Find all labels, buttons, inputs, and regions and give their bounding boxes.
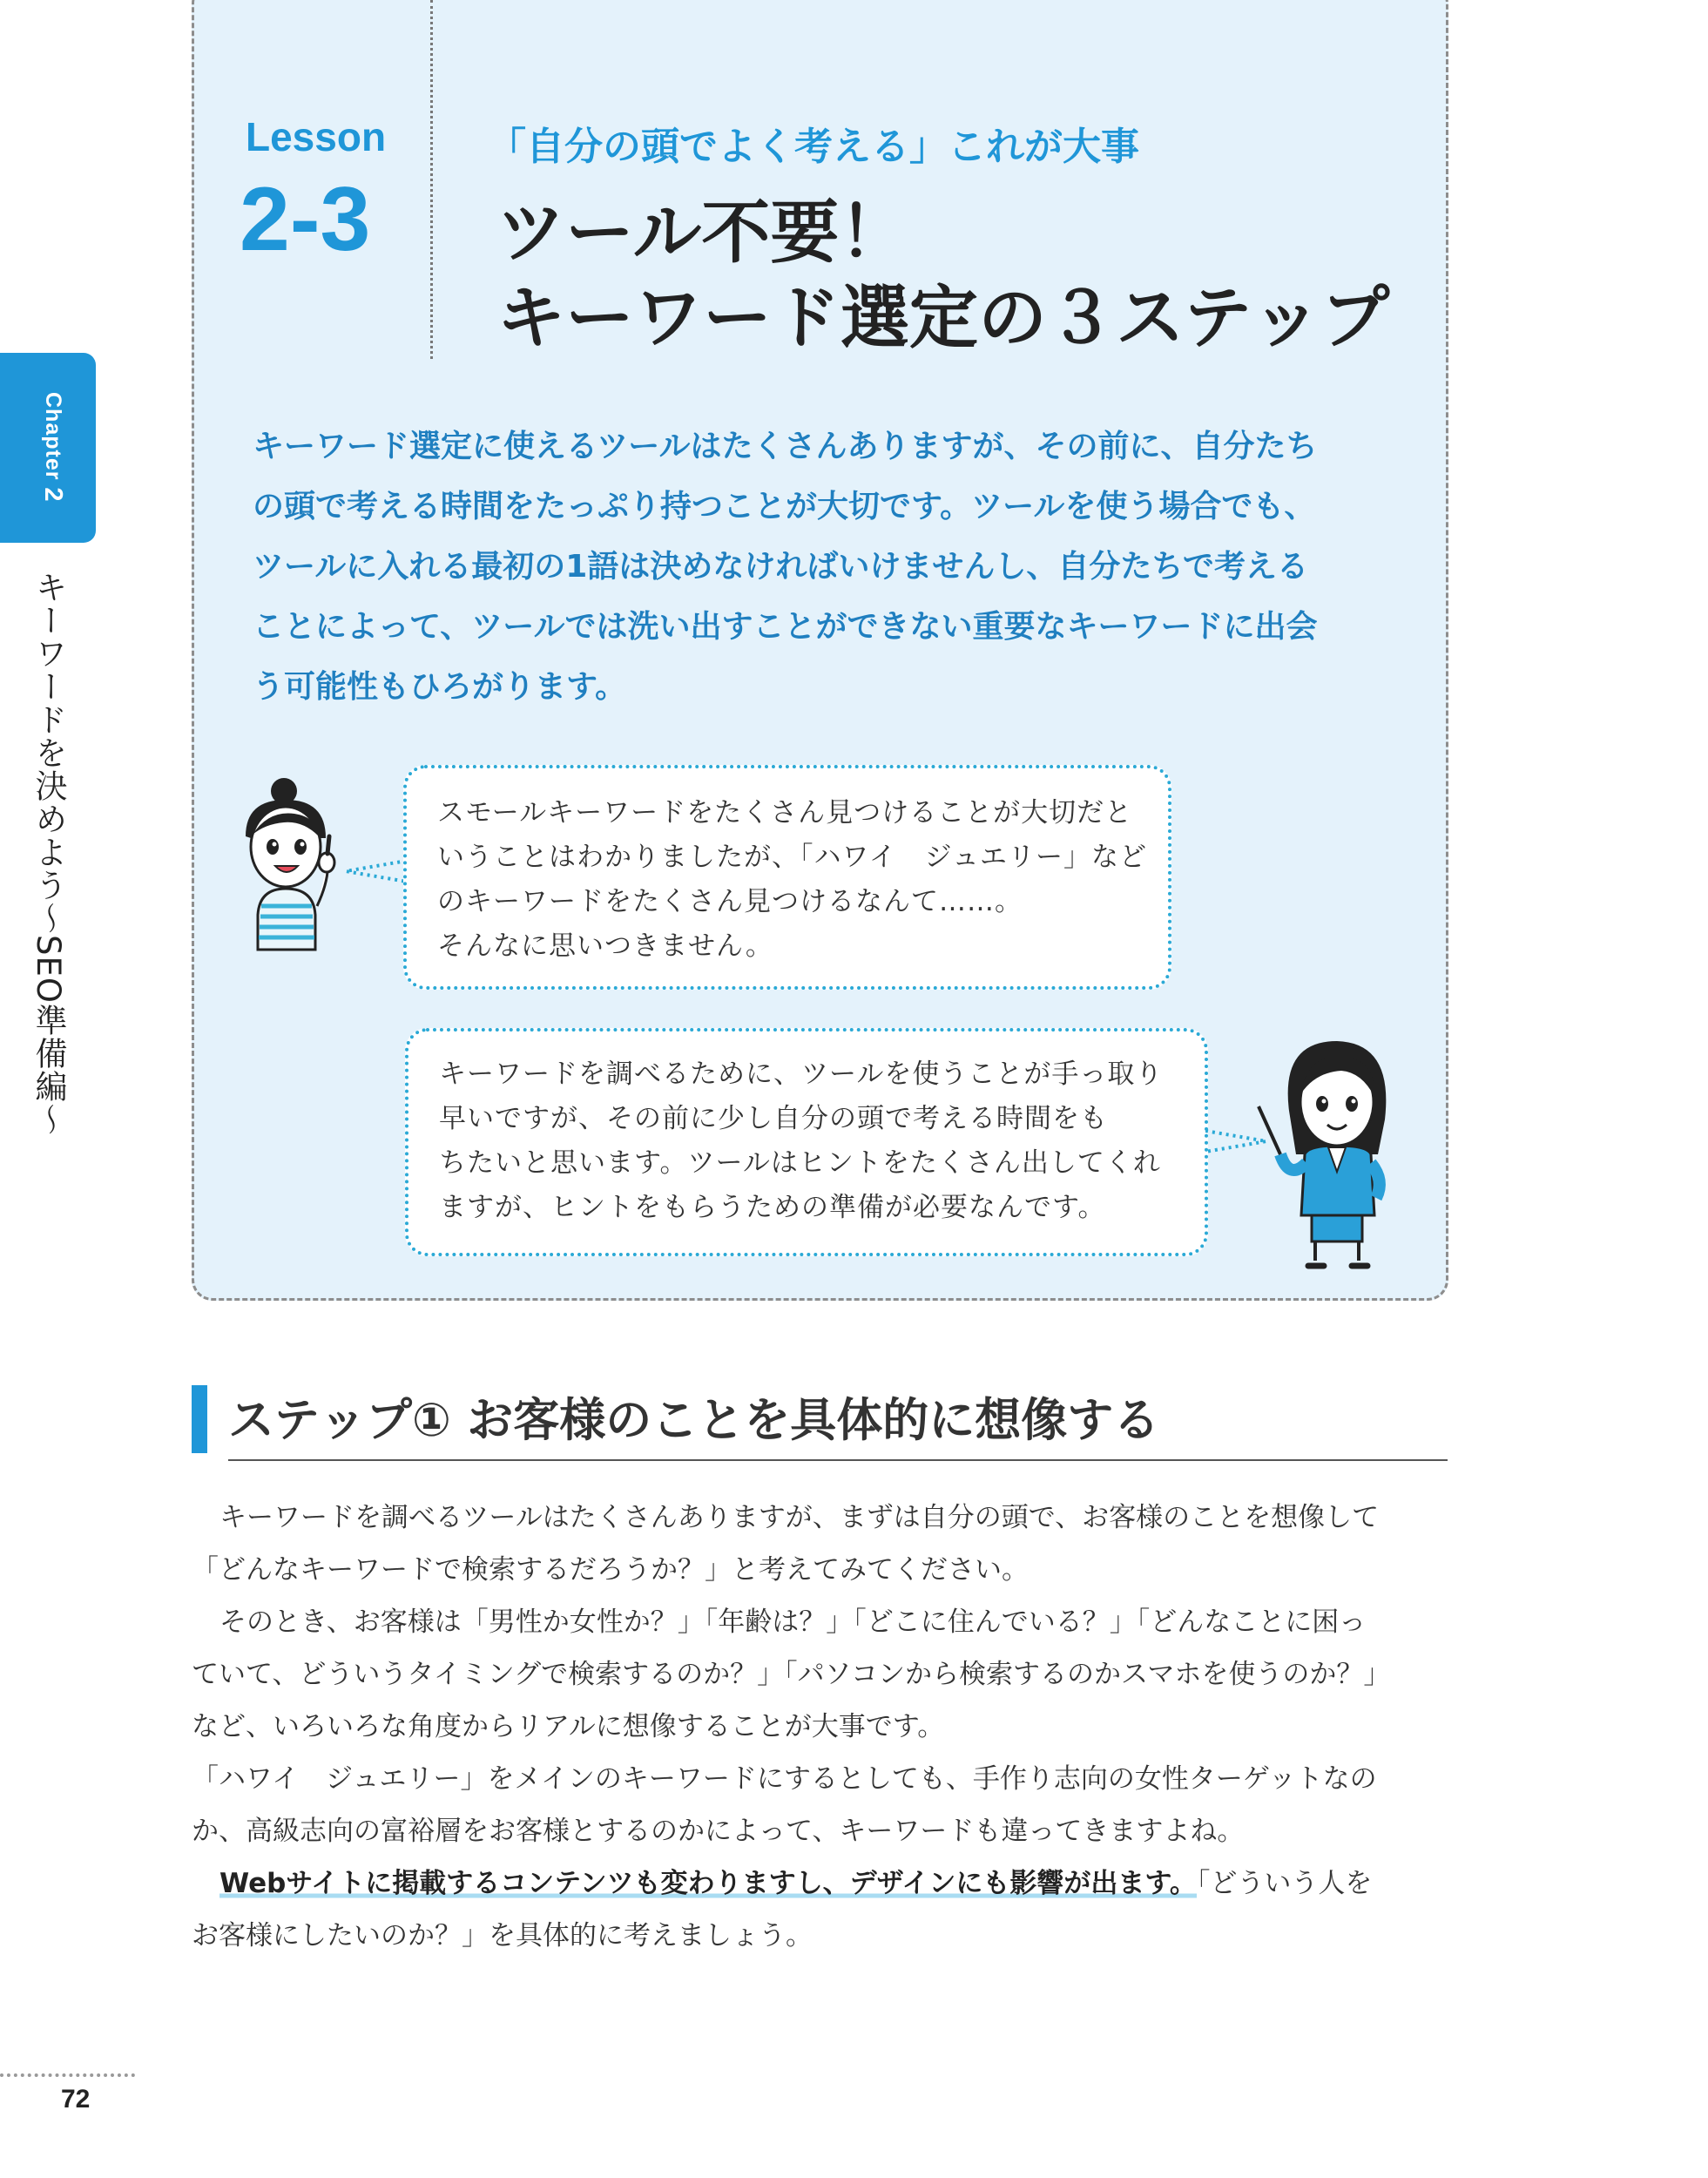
step-heading: ステップ① お客様のことを具体的に想像する (228, 1394, 1160, 1447)
body-line: そのとき、お客様は「男性か女性か？」「年齢は？」「どこに住んでいる？」「どんなことに困っ (219, 1606, 1367, 1638)
lesson-subtitle: 「自分の頭でよく考える」これが大事 (488, 125, 1139, 169)
body-line: か、高級志向の富裕層をお客様とするのかによって、キーワードも違ってきますよね。 (192, 1816, 1245, 1847)
lesson-divider (430, 0, 433, 359)
bubble-line: 早いですが、その前に少し自分の頭で考える時間をも (439, 1103, 1108, 1134)
body-line-rest: 「どういう人を (1196, 1868, 1373, 1899)
woman-casual-illustration (233, 775, 347, 967)
body-line: など、いろいろな角度からリアルに想像することが大事です。 (192, 1711, 945, 1742)
lesson-number: 2-3 (240, 169, 371, 270)
lesson-label: Lesson (246, 114, 387, 159)
page-number-dots (0, 2073, 135, 2077)
intro-line: ことによって、ツールでは洗い出すことができない重要なキーワードに出会 (253, 609, 1318, 645)
intro-line: の頭で考える時間をたっぷり持つことが大切です。ツールを使う場合でも、 (253, 489, 1316, 524)
lesson-title-line-2: キーワード選定の３ステップ (496, 278, 1390, 358)
bubble-line: のキーワードをたくさん見つけるなんて……。 (437, 886, 1023, 917)
chapter-number: 2 (39, 487, 67, 503)
chapter-title: キーワードを決めよう〜SEO準備編〜 (30, 571, 67, 1136)
body-line-highlight (192, 1857, 1455, 1910)
page-number: 72 (61, 2085, 91, 2114)
intro-line: う可能性もひろがります。 (253, 669, 627, 705)
speech-bubble-question (403, 765, 1171, 990)
bubble-line: スモールキーワードをたくさん見つけることが大切だと (437, 797, 1133, 829)
bubble-line: ますが、ヒントをもらうための準備が必要なんです。 (439, 1192, 1106, 1223)
step-heading-underline (228, 1459, 1448, 1461)
body-line: お客様にしたいのか？」を具体的に考えましょう。 (192, 1920, 813, 1951)
speech-bubble-answer (405, 1028, 1208, 1256)
bubble-line: いうことはわかりましたが、「ハワイ ジュエリー」など (437, 842, 1147, 873)
body-line: ていて、どういうタイミングで検索するのか？」「パソコンから検索するのかスマホを使うのか？」 (192, 1659, 1391, 1690)
body-line: 「ハワイ ジュエリー」をメインのキーワードにするとしても、手作り志向の女性ターゲットなの (192, 1763, 1377, 1795)
chapter-label (32, 392, 67, 514)
bubble-line: そんなに思いつきません。 (437, 930, 773, 962)
lesson-title-line-1: ツール不要！ (496, 193, 908, 273)
body-text (192, 1491, 1455, 1962)
lesson-intro (253, 416, 1411, 717)
intro-line: キーワード選定に使えるツールはたくさんありますが、その前に、自分たち (253, 429, 1318, 464)
body-line: キーワードを調べるツールはたくさんありますが、まずは自分の頭で、お客様のことを想像して (219, 1502, 1380, 1533)
highlighted-text: Webサイトに掲載するコンテンツも変わりますし、デザインにも影響が出ます。 (219, 1868, 1197, 1899)
step-heading-bar (192, 1385, 207, 1453)
bubble-tail-left (341, 854, 407, 889)
bubble-line: キーワードを調べるために、ツールを使うことが手っ取り (439, 1059, 1164, 1090)
body-line: 「どんなキーワードで検索するだろうか？」と考えてみてください。 (192, 1554, 1029, 1586)
chapter-label-text: Chapter (41, 392, 65, 481)
lesson-title (496, 190, 1389, 361)
bubble-line: ちたいと思います。ツールはヒントをたくさん出してくれ (439, 1147, 1161, 1179)
intro-line: ツールに入れる最初の1語は決めなければいけませんし、自分たちで考える (253, 549, 1308, 585)
woman-suit-illustration (1254, 1024, 1407, 1276)
